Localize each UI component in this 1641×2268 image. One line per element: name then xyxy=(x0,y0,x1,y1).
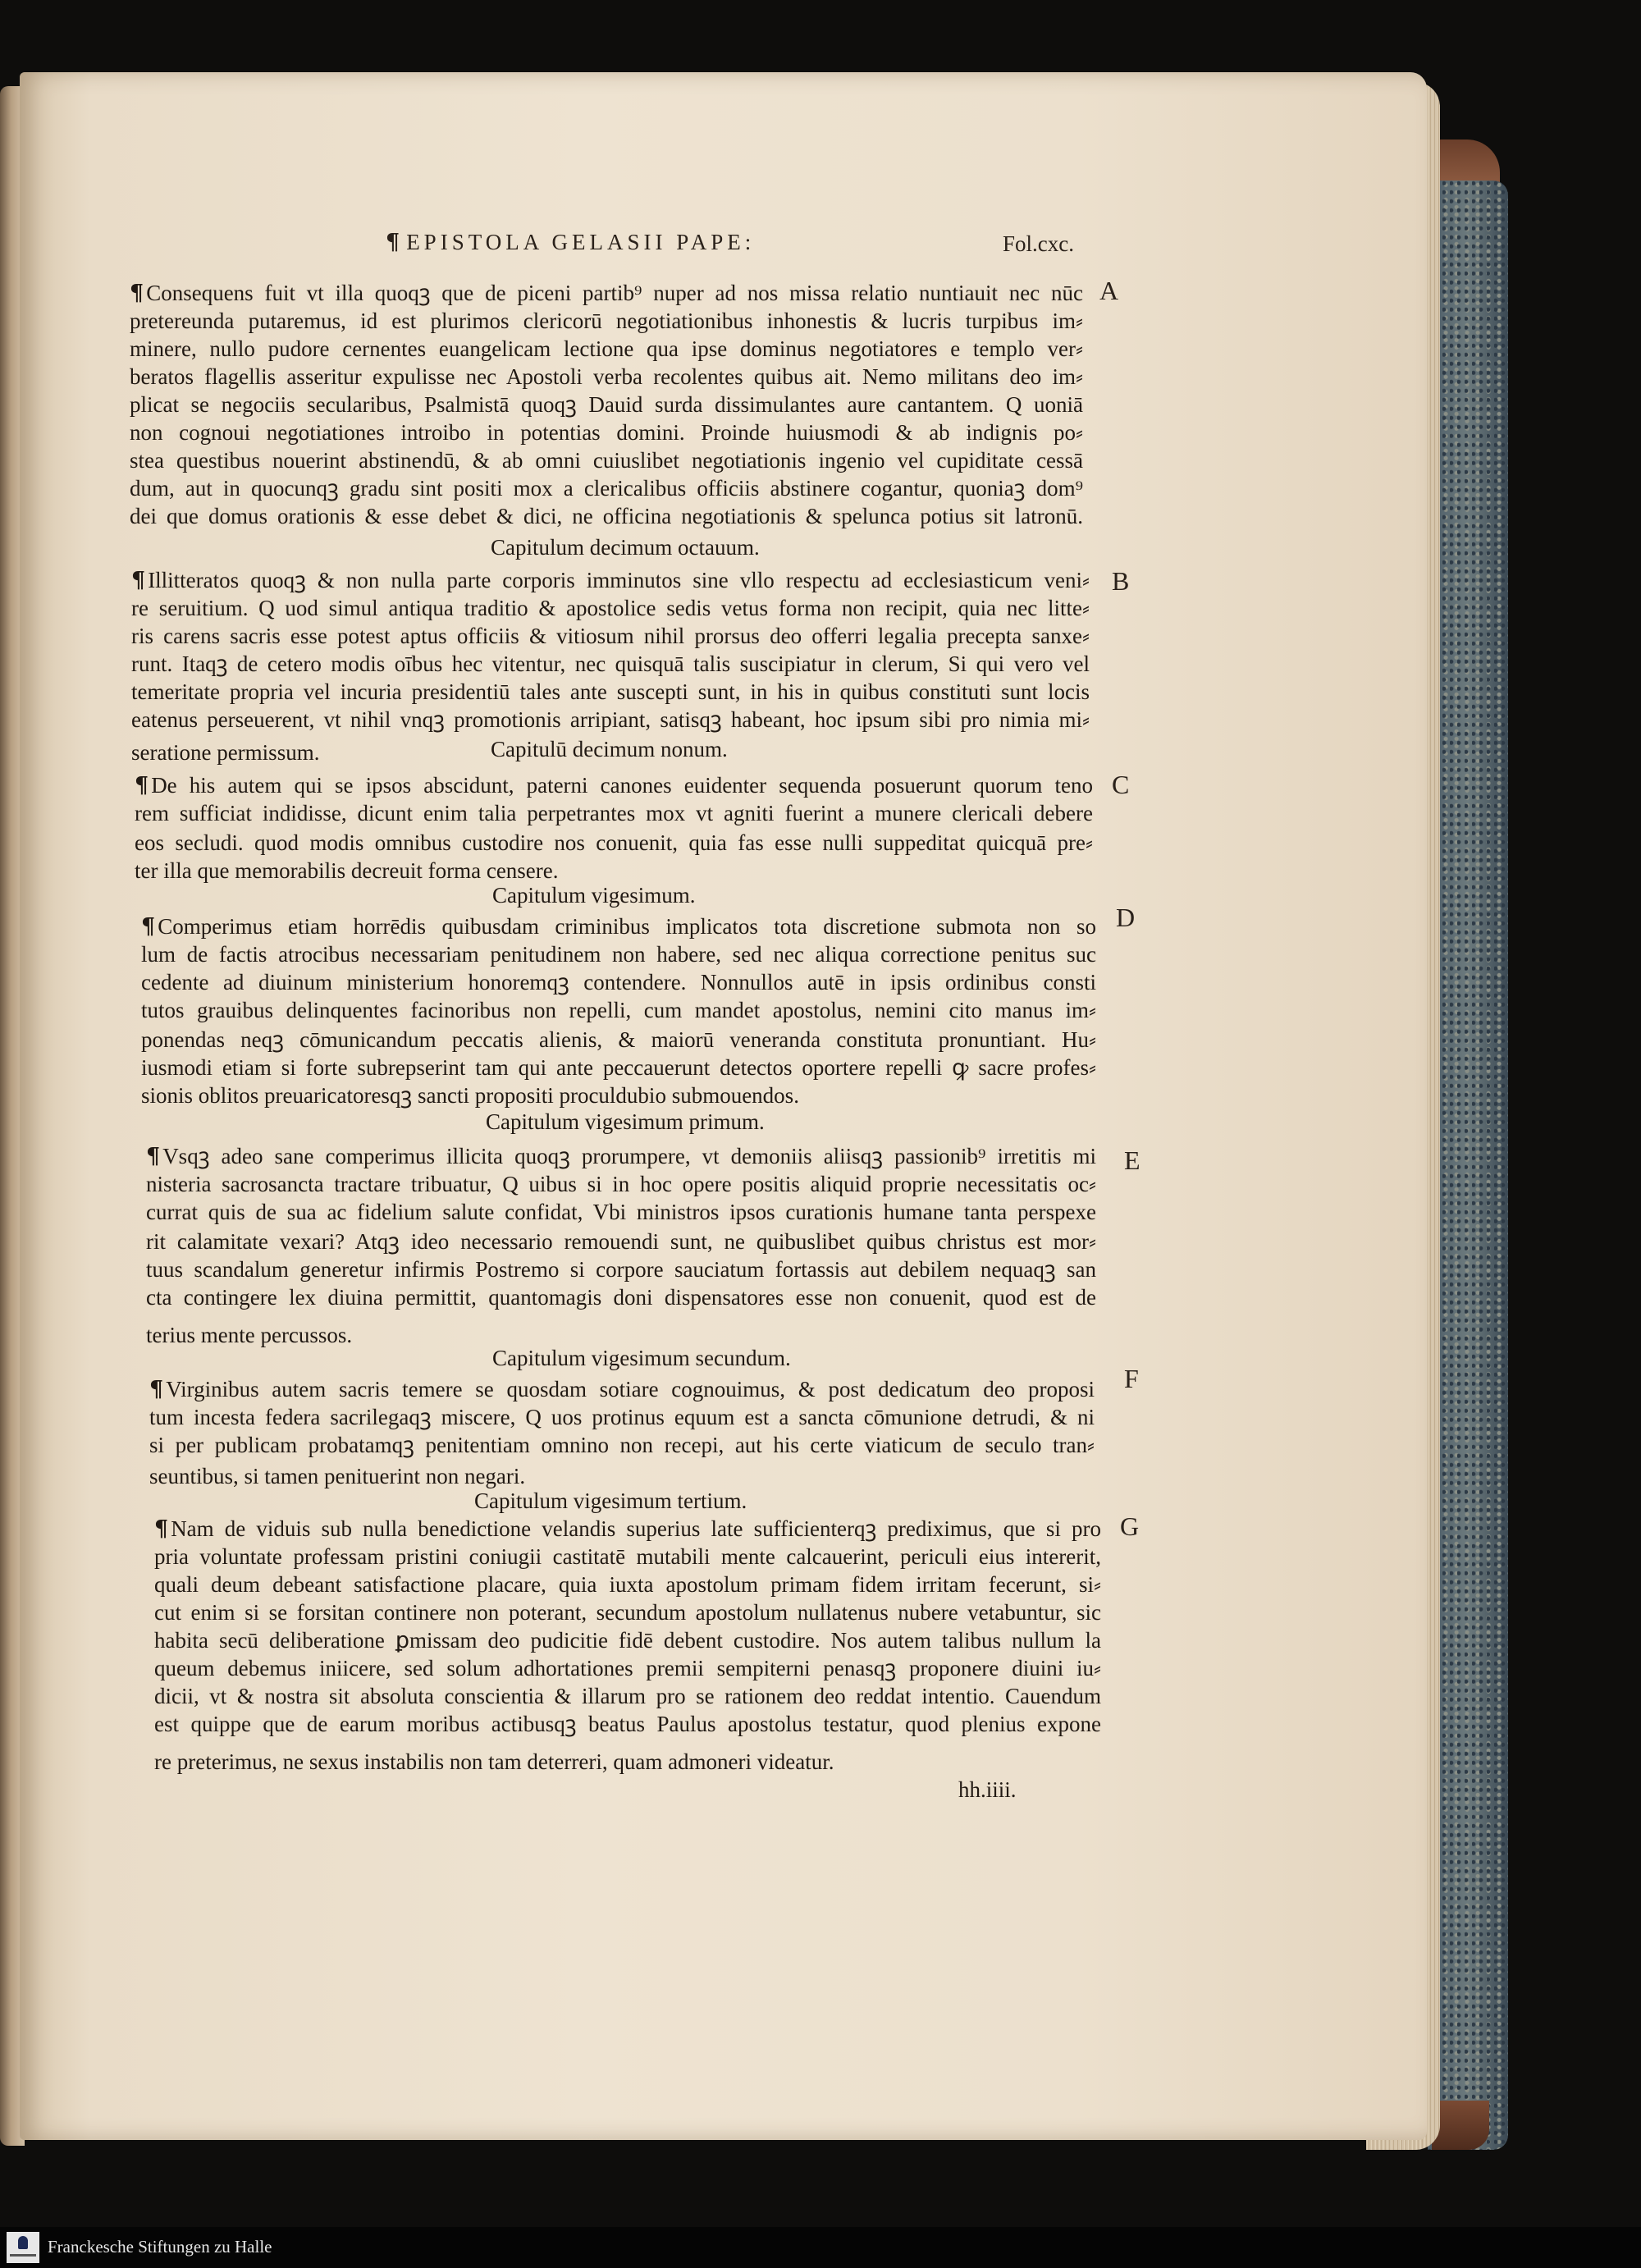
paragraph-5-line-1 xyxy=(146,1142,1096,1170)
paragraph-3-line-1 xyxy=(135,771,1093,799)
paragraph-2-line-1 xyxy=(131,566,1090,594)
paragraph-6-line-1-text: Virginibus autem sacris temere se quosdam sotiare cognouimus, & post dedicatum deo proposi xyxy=(166,1377,1095,1401)
marginal-letter-c: C xyxy=(1112,770,1130,799)
marginal-letter-a: A xyxy=(1099,276,1119,305)
paragraph-7-line-1-text: Nam de viduis sub nulla benedictione velandis superius late sufficienterqꝫ prediximus, que si pro xyxy=(171,1516,1101,1541)
paragraph-6-line-1 xyxy=(149,1375,1095,1403)
chapter-heading: Capitulū decimum nonum. xyxy=(491,737,728,761)
paragraph-6-line: si per publicam probatamqꝫ penitentiam omnino non recepi, aut his certe viaticum de seculo tran⸗ xyxy=(149,1433,1095,1457)
paragraph-4-line: cedente ad diuinum ministerium honoremqꝫ contendere. Nonnullos autē in ipsis ordinibus consti xyxy=(141,970,1096,995)
marginal-letter-g: G xyxy=(1120,1511,1140,1541)
paragraph-4-line: lum de factis atrocibus necessariam penitudinem non habere, sed nec aliqua correctione penitus suc xyxy=(141,942,1096,967)
paragraph-4-line: iusmodi etiam si forte subrepserint tam qui ante peccauerunt detectos oportere repelli ꝙ sacre profes⸗ xyxy=(141,1055,1096,1080)
paragraph-4-line: ponendas neqꝫ cōmunicandum peccatis alienis, & maiorū veneranda constituta pronuntiant. Hu⸗ xyxy=(141,1027,1096,1052)
chapter-heading: Capitulum vigesimum secundum. xyxy=(492,1346,791,1370)
paragraph-2-line: temeritate propria vel incuria presidentiū tales ante suscepti sunt, in his in quibus constituti sunt locis xyxy=(131,679,1090,704)
paragraph-3-line: eos secludi. quod modis omnibus custodire nos conuenit, quia fas esse nulli suppeditat quicquā pre⸗ xyxy=(135,830,1093,855)
paragraph-2-line-1-text: Illitteratos quoqꝫ & non nulla parte corporis imminutos sine vllo respectu ad ecclesiasticum veni⸗ xyxy=(148,568,1090,592)
footer-credit: Franckesche Stiftungen zu Halle xyxy=(48,2237,272,2257)
marginal-letter-d: D xyxy=(1116,903,1136,932)
paragraph-5-line: nisteria sacrosancta tractare tribuatur, Q uibus si in hoc opere positis aliquid proprie necessitatis oc⸗ xyxy=(146,1172,1096,1196)
paragraph-1-line: beratos flagellis asseritur expulisse nec Apostoli verba recolentes quibus ait. Nemo militans deo im⸗ xyxy=(130,364,1083,389)
paragraph-5-line: cta contingere lex diuina permittit, quantomagis doni dispensatores esse non conuenit, quod est de xyxy=(146,1285,1096,1310)
institution-logo-icon xyxy=(7,2232,39,2263)
paragraph-5-line: rit calamitate vexari? Atqꝫ ideo necessario remouendi sunt, ne quibuslibet quibus christus est mor⸗ xyxy=(146,1229,1096,1254)
paragraph-3-pilcrow: ¶ xyxy=(135,773,149,798)
marginal-letter-b: B xyxy=(1112,566,1130,596)
folio-number: Fol.cxc. xyxy=(1003,231,1074,256)
paragraph-1-pilcrow: ¶ xyxy=(130,281,144,306)
running-head: ¶ EPISTOLA GELASII PAPE: xyxy=(386,230,756,255)
chapter-heading: Capitulum vigesimum primum. xyxy=(486,1109,765,1134)
paragraph-5-line: terius mente percussos. xyxy=(146,1323,353,1347)
paragraph-1-line: dum, aut in quocunqꝫ gradu sint positi mox a clericalibus officiis abstinere cogantur, quoniaꝫ dom⁹ xyxy=(130,476,1083,501)
paragraph-7-line: pria voluntate professam pristini coniugii castitatē mutabili mente calcauerint, periculi eius intererit, xyxy=(154,1544,1101,1569)
paragraph-1-line: pretereunda putaremus, id est plurimos clericorū negotiationibus inhonestis & lucris turpibus im⸗ xyxy=(130,309,1083,333)
chapter-heading: Capitulum vigesimum tertium. xyxy=(474,1488,747,1513)
paragraph-6-line: tum incesta federa sacrilegaqꝫ miscere, Q uos protinus equum est a sancta cōmunione detrudi, & ni xyxy=(149,1405,1095,1429)
paragraph-1-line: non cognoui negotiationes introibo in potentias domini. Proinde huiusmodi & ab indignis po⸗ xyxy=(130,420,1083,445)
footer-bar xyxy=(0,2227,1641,2268)
paragraph-1-line: stea questibus nouerint abstinendū, & ab omni cuiuslibet negotiationis ingenio vel cupiditate cessā xyxy=(130,448,1083,473)
paragraph-2-line: re seruitium. Q uod simul antiqua traditio & apostolice sedis vetus forma non recipit, quia nec litte⸗ xyxy=(131,596,1090,620)
paragraph-4-pilcrow: ¶ xyxy=(141,914,156,940)
paragraph-7-line: re preterimus, ne sexus instabilis non tam deterreri, quam admoneri videatur. xyxy=(154,1749,834,1774)
signature-mark: hh.iiii. xyxy=(958,1777,1017,1802)
paragraph-2-line: ris carens sacris esse potest aptus officiis & vitiosum nihil prorsus deo offerri legalia precepta sanxe⸗ xyxy=(131,624,1090,648)
paragraph-2-line: seratione permissum. xyxy=(131,740,320,765)
paragraph-4-line-1-text: Comperimus etiam horrēdis quibusdam criminibus implicatos tota discretione submota non so xyxy=(158,914,1096,939)
paragraph-7-line: dicii, vt & nostra sit absoluta conscientia & illarum pro se rationem deo reddat intentio. Cauendum xyxy=(154,1684,1101,1708)
paragraph-4-line: sionis oblitos preuaricatoresqꝫ sancti propositi proculdubio submouendos. xyxy=(141,1083,799,1108)
paragraph-5-line-1-text: Vsqꝫ adeo sane comperimus illicita quoqꝫ prorumpere, vt demoniis aliisqꝫ passionib⁹ irretitis mi xyxy=(162,1144,1096,1168)
paragraph-7-pilcrow: ¶ xyxy=(154,1516,169,1542)
paragraph-5-line: currat quis de sua ac fidelium salute confidat, Vbi ministros ipsos curationis humane tanta perspexe xyxy=(146,1200,1096,1224)
paragraph-3-line-1-text: De his autem qui se ipsos abscidunt, paterni canones euidenter sequenda posuerunt quorum teno xyxy=(151,773,1093,798)
paragraph-5-line: tuus scandalum generetur infirmis Postremo si corpore sauciatum fortassis aut debilem nequaqꝫ san xyxy=(146,1257,1096,1282)
paragraph-1-line: plicat se negociis secularibus, Psalmistā quoqꝫ Dauid surda dissimulantes aure cantantem. Q uoniā xyxy=(130,392,1083,417)
paragraph-7-line: quali deum debeant satisfactione placare, quia iuxta apostolum primam fidem irritam fecerunt, si⸗ xyxy=(154,1572,1101,1597)
paragraph-7-line: est quippe que de earum moribus actibusqꝫ beatus Paulus apostolus testatur, quod plenius expone xyxy=(154,1712,1101,1736)
paragraph-7-line-1 xyxy=(154,1515,1101,1543)
paragraph-7-line: habita secū deliberatione ꝑmissam deo pudicitie fidē debent custodire. Nos autem talibus nullum la xyxy=(154,1628,1101,1653)
paragraph-7-line: cut enim si se forsitan continere non poterant, secundum apostolum nullatenus nubere vetabuntur, sic xyxy=(154,1600,1101,1625)
paragraph-2-line: runt. Itaqꝫ de cetero modis oībus hec vitentur, nec quisquā talis suscipiatur in clerum, Si qui vero vel xyxy=(131,652,1090,676)
running-head-pilcrow: ¶ xyxy=(386,230,405,255)
paragraph-4-line: tutos grauibus delinquentes facinoribus non repelli, cum mandet apostolus, nemini cito manus im⸗ xyxy=(141,998,1096,1022)
chapter-heading: Capitulum decimum octauum. xyxy=(491,535,760,560)
paragraph-6-pilcrow: ¶ xyxy=(149,1377,164,1402)
book-cover-bottom xyxy=(1432,2101,1489,2150)
chapter-heading: Capitulum vigesimum. xyxy=(492,883,696,908)
paragraph-6-line: seuntibus, si tamen penituerint non negari. xyxy=(149,1464,526,1488)
paragraph-4-line-1 xyxy=(141,912,1096,940)
running-head-text: EPISTOLA GELASII PAPE xyxy=(406,230,745,254)
paragraph-1-line-1-text: Consequens fuit vt illa quoqꝫ que de piceni partib⁹ nuper ad nos missa relatio nuntiauit nec nūc xyxy=(146,281,1083,305)
paragraph-1-line-1 xyxy=(130,279,1083,307)
paragraph-2-pilcrow: ¶ xyxy=(131,568,146,593)
paragraph-2-line: eatenus perseuerent, vt nihil vnqꝫ promotionis arripiant, satisqꝫ habeant, hoc ipsum sibi pro nimia mi⸗ xyxy=(131,707,1090,732)
marginal-letter-f: F xyxy=(1124,1364,1139,1393)
paragraph-5-pilcrow: ¶ xyxy=(146,1144,161,1169)
paragraph-3-line: rem sufficiat indidisse, dicunt enim talia perpetrantes mox vt agniti fuerint a munere clericali debere xyxy=(135,801,1093,825)
paragraph-1-line: minere, nullo pudore cernentes euangelicam lectione qua ipse dominus negotiatores e templo ver⸗ xyxy=(130,336,1083,361)
paragraph-1-line: dei que domus orationis & esse debet & dici, ne officina negotiationis & spelunca potius sit latronū. xyxy=(130,504,1083,528)
paragraph-7-line: queum debemus iniicere, sed solum adhortationes premii sempiterni penasqꝫ proponere diuini iu⸗ xyxy=(154,1656,1101,1680)
marginal-letter-e: E xyxy=(1124,1145,1140,1175)
paragraph-3-line: ter illa que memorabilis decreuit forma censere. xyxy=(135,858,559,883)
